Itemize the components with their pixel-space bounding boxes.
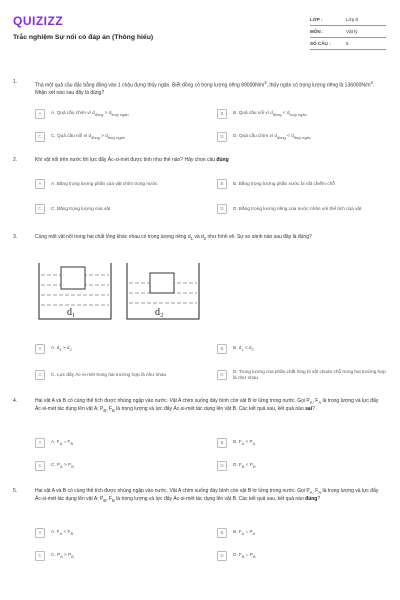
option-text: C. Quả cầu nổi vì $d_{đồng} > d_{thuỷ ngân}$ <box>51 133 125 140</box>
option-letter: C <box>35 551 45 561</box>
answer-option-b[interactable] <box>217 436 387 450</box>
option-text: D. Quả cầu chìm vì $d_{đồng} < d_{thuỷ ngân}$ <box>233 133 311 140</box>
meta-value: Lớp 8 <box>346 17 358 22</box>
question-number: 3. <box>13 234 18 240</box>
page-title: Trắc nghiệm Sự nổi có đáp án (Thông hiểu) <box>13 34 154 41</box>
question-text: Hai vật A và B có cùng thể tích được nhúng ngập vào nước. Vật A chìm xuống đáy bình còn vật B lơ lửng trong nước. Gọi $P_A$, $F_A$ là trọng lượng và lực đẩy Ác-si-mét tác dụng lên vật A; $P_B$, $F_B$ là trọng lượng và lực đẩy Ác-si-mét tác dụng lên vật B. Các kết quả sau, kết quả nào sai? <box>35 398 379 414</box>
question-text: Khi vật nổi trên nước thì lực đẩy Ác-si-mét được tính như thế nào? Hãy chọn câu đúng <box>35 157 229 163</box>
meta-value: Vật lý <box>346 29 358 34</box>
meta-row-count <box>310 38 386 50</box>
answer-option-c[interactable] <box>35 459 205 473</box>
answer-option-b[interactable] <box>217 107 387 121</box>
option-text: D. $F_B = P_B$ <box>233 552 256 559</box>
option-letter: B <box>217 179 227 189</box>
beaker-label-1: d₁ <box>67 307 76 318</box>
meta-row-subject <box>310 26 386 38</box>
answer-option-c[interactable] <box>35 365 215 385</box>
answer-option-d[interactable] <box>217 459 387 473</box>
option-text: C. $P_A > P_B$ <box>51 552 74 559</box>
option-letter: C <box>35 461 45 471</box>
beaker-2 <box>127 263 199 319</box>
beakers-figure <box>37 261 202 321</box>
question-3 <box>13 234 387 389</box>
answer-option-a[interactable] <box>35 526 205 540</box>
answer-option-b[interactable] <box>217 526 387 540</box>
question-text: Cùng một vật nổi trong hai chất lỏng khác nhau có trọng lượng riêng $d_1$ và $d_2$ như hình vẽ. Sự so sánh nào sau đây là đúng? <box>35 234 312 241</box>
option-letter: A <box>35 438 45 448</box>
beaker-1 <box>39 263 111 319</box>
option-text: A. $F_A < F_B$ <box>51 529 74 536</box>
option-letter: C <box>35 132 45 142</box>
quizizz-logo: QUIZIZZ <box>13 14 64 28</box>
option-letter: B <box>217 344 227 354</box>
question-4 <box>13 398 387 478</box>
option-letter: D <box>217 551 227 561</box>
option-letter: C <box>35 370 45 380</box>
option-letter: B <box>217 438 227 448</box>
option-text: C. $P_A > P_B$ <box>51 462 74 469</box>
answer-option-a[interactable] <box>35 177 215 191</box>
option-letter: D <box>217 461 227 471</box>
answer-option-b[interactable] <box>217 342 387 356</box>
question-2 <box>13 157 387 225</box>
meta-value: 5 <box>346 41 349 46</box>
answer-option-d[interactable] <box>217 130 387 144</box>
option-text: B. $F_A = P_A$ <box>233 529 256 536</box>
question-text: Hai vật A và B có cùng thể tích được nhúng ngập vào nước. Vật A chìm xuống đáy bình còn vật B lơ lửng trong nước. Gọi $P_A$, $F_A$ là trọng lượng và lực đẩy Ác-si-mét tác dụng lên vật A; $P_B$, $F_B$ là trọng lượng và lực đẩy Ác-si-mét tác dụng lên vật B. Các kết quả sau, kết quả nào đúng? <box>35 488 379 504</box>
option-letter: A <box>35 528 45 538</box>
answer-option-a[interactable] <box>35 342 205 356</box>
beaker-label-2: d₂ <box>155 307 164 318</box>
option-letter: B <box>217 109 227 119</box>
option-text: A. Quả cầu chìm vì $d_{đồng} > d_{thuỷ ngân}$ <box>51 110 129 117</box>
option-text: A. Bằng trọng lượng phần của vật chìm trong nước <box>51 181 158 186</box>
option-letter: C <box>35 204 45 214</box>
question-1 <box>13 79 387 145</box>
option-text: C. Bằng trọng lượng của vật <box>51 206 111 211</box>
option-text: D. $F_B < P_B$ <box>233 462 256 469</box>
option-text: D. Trọng lượng của phần chất lỏng bị vật choán chỗ trong hai trường hợp là như nhau <box>233 369 386 380</box>
answer-option-c[interactable] <box>35 130 205 144</box>
option-text: C. Lực đẩy Ác-si-mét trong hai trường hợp là như nhau <box>51 372 167 377</box>
answer-option-d[interactable] <box>217 199 387 219</box>
answer-option-b[interactable] <box>217 177 387 191</box>
question-number: 4. <box>13 398 18 404</box>
question-number: 2. <box>13 157 18 163</box>
option-letter: A <box>35 344 45 354</box>
option-letter: A <box>35 109 45 119</box>
option-text: B. $F_A < P_A$ <box>233 439 256 446</box>
question-text: Thả một quả cầu đặc bằng đồng vào 1 chậu đựng thủy ngân. Biết đồng có trọng lượng riêng $89000N/m^3$, thủy ngân có trọng lượng riêng là $136000N/m^3$. Nhận xét nào sau đây là đúng? <box>35 80 375 96</box>
answer-option-a[interactable] <box>35 436 205 450</box>
option-text: B. Bằng trọng lượng phần nước bị vật chiếm chỗ <box>233 181 335 186</box>
option-text: A. $F_A = F_B$ <box>51 439 74 446</box>
answer-option-a[interactable] <box>35 107 205 121</box>
question-number: 1. <box>13 79 18 85</box>
answer-option-c[interactable] <box>35 202 205 216</box>
option-text: B. $d_1 < d_2$ <box>233 345 254 352</box>
answer-option-d[interactable] <box>217 549 387 563</box>
option-letter: A <box>35 179 45 189</box>
answer-option-c[interactable] <box>35 549 205 563</box>
option-letter: D <box>217 204 227 214</box>
question-5 <box>13 488 387 568</box>
question-number: 5. <box>13 488 18 494</box>
meta-row-grade <box>310 14 386 26</box>
option-letter: D <box>217 370 227 380</box>
option-text: A. $d_1 > d_2$ <box>51 345 72 352</box>
meta-key: LỚP : <box>310 17 323 22</box>
answer-option-d[interactable] <box>217 365 387 385</box>
meta-key: MÔN : <box>310 29 324 34</box>
meta-key: SỐ CÂU : <box>310 41 331 46</box>
option-text: B. Quả cầu nổi vì $d_{đồng} < d_{thuỷ ngân}$ <box>233 110 307 117</box>
option-letter: B <box>217 528 227 538</box>
meta-table <box>310 14 386 50</box>
option-text: D. Bằng trọng lượng riêng của nước nhân với thể tích của vật <box>233 206 362 211</box>
option-letter: D <box>217 132 227 142</box>
